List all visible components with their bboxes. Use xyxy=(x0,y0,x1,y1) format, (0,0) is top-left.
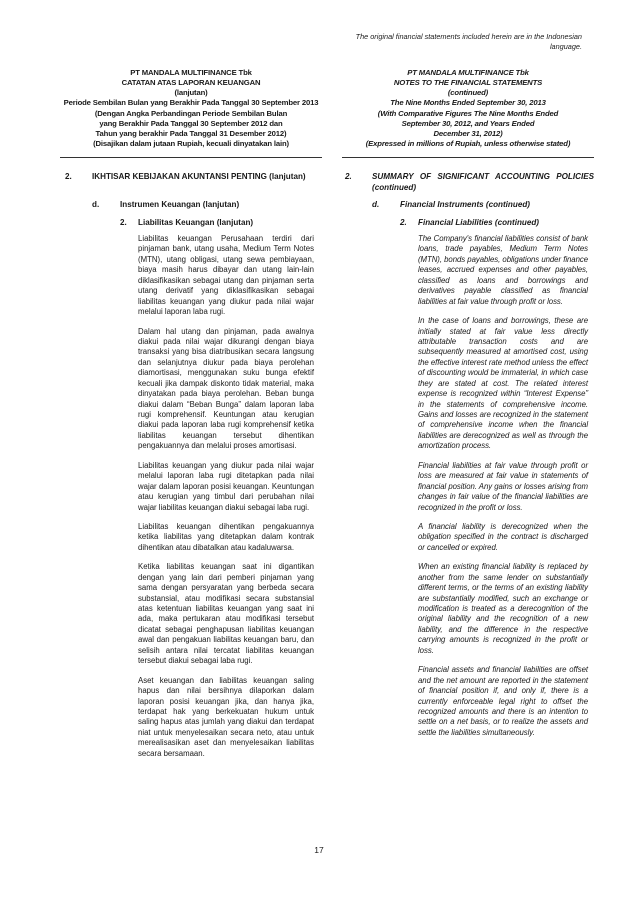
paragraph: Aset keuangan dan liabilitas keuangan saling hapus dan nilai bersihnya dilaporkan dalam laporan posisi keuangan jika, dan hanya jika, terdapat hak yang berkekuatan hukum untuk saling hapus atas jumlah yang diakui dan terdapat niat untuk menyelesaikan secara neto, atau untuk merealisasikan aset dan menyelesaikan liabilitas secara bersamaan. xyxy=(138,675,314,758)
paragraph: Financial liabilities at fair value through profit or loss are measured at fair value in statements of financial position. Any gains or losses arising from changes in fair value of the financial liabilities are recognized in the profit or loss. xyxy=(418,460,588,512)
subsubsection-heading xyxy=(340,217,594,234)
header-right-line: PT MANDALA MULTIFINANCE Tbk xyxy=(407,68,529,77)
header-divider-left xyxy=(60,157,322,158)
paragraphs xyxy=(138,234,314,759)
paragraph: The Company's financial liabilities consist of bank loans, trade payables, Medium Term Notes (MTN), bonds payables, obligations under finance leases, accrued expenses and other payables, classified as loans and borrowings and derivatives payable classified as financial liabilities at fair value through profit or loss. xyxy=(418,234,588,306)
subsection-title: Financial Instruments (continued) xyxy=(400,200,530,209)
subsection-heading xyxy=(340,199,594,216)
paragraph: In the case of loans and borrowings, these are initially stated at fair value less directly attributable transaction costs and are subsequently measured at amortised cost, using the effective interest rate method unless the effect of discounting would be immaterial, in which case they are stated at cost. The related interest expense is recognized within “Interest Expense” in the statements of comprehensive income. Gains and losses are recognized in the statement of comprehensive income when the financial liabilities are derecognized as well as through the amortization process. xyxy=(418,316,588,451)
header-right-line: The Nine Months Ended September 30, 2013 xyxy=(390,98,546,108)
subsubsection-title: Financial Liabilities (continued) xyxy=(418,218,539,227)
subsection-heading xyxy=(60,199,320,216)
header-right-line: December 31, 2012) xyxy=(433,128,503,138)
section-title: IKHTISAR KEBIJAKAN AKUNTANSI PENTING (lanjutan) xyxy=(92,172,306,181)
subsubsection-title: Liabilitas Keuangan (lanjutan) xyxy=(138,218,254,227)
paragraph: Dalam hal utang dan pinjaman, pada awalnya diakui pada nilai wajar dikurangi dengan biaya transaksi yang bisa diatribusikan secara langsung dan selanjutnya diukur pada biaya perolehan diamortisasi, menggunakan suku bunga efektif kecuali jika dampak diskonto tidak material, maka dinyatakan pada biaya perolehan. Beban bunga diakui dalam “Beban Bunga” dalam laporan laba rugi komprehensif. Keuntungan atau kerugian diakui pada laporan laba rugi komprehensif ketika liabilitas keuangan tersebut dihentikan pengakuannya dan melalui proses amortisasi. xyxy=(138,326,314,451)
paragraphs xyxy=(418,234,588,738)
paragraph: Liabilitas keuangan yang diukur pada nilai wajar melalui laporan laba rugi ditetapkan pada nilai wajar dalam laporan posisi keuangan. Keuntungan atau kerugian yang timbul dari perubahan nilai wajar liabilitas keuangan diakui sebagai laba rugi. xyxy=(138,460,314,512)
section-number: 2. xyxy=(65,172,72,181)
header-left-line: (Disajikan dalam jutaan Rupiah, kecuali dinyatakan lain) xyxy=(93,139,289,149)
header-left-line: CATATAN ATAS LAPORAN KEUANGAN xyxy=(121,78,261,88)
paragraph: A financial liability is derecognized when the obligation specified in the contract is discharged or cancelled or expired. xyxy=(418,521,588,552)
paragraph: Ketika liabilitas keuangan saat ini digantikan dengan yang lain dari pemberi pinjaman yang sama dengan persyaratan yang berbeda secara substansial, atau modifikasi secara substansial atas ketentuan liabilitas keuangan yang saat ini ada, maka pertukaran atau modifikasi tersebut dicatat sebagai penghapusan liabilitas keuangan awal dan pengakuan liabilitas keuangan baru, dan selisih antara nilai tercatat liabilitas keuangan tersebut diakui sebagai laba rugi. xyxy=(138,562,314,666)
subsection-number: d. xyxy=(92,200,100,209)
header-left xyxy=(60,68,322,149)
section-heading xyxy=(340,171,594,195)
section-number: 2. xyxy=(345,172,352,181)
column-indonesian xyxy=(60,171,320,768)
subsubsection-number: 2. xyxy=(120,218,127,227)
page-number: 17 xyxy=(314,845,324,855)
translation-note: The original financial statements included herein are in the Indonesian language. xyxy=(355,32,582,51)
section-heading xyxy=(60,171,320,195)
header-left-line: PT MANDALA MULTIFINANCE Tbk xyxy=(130,68,252,77)
paragraph: When an existing financial liability is replaced by another from the same lender on substantially different terms, or the terms of an existing liability are substantially modified, such an exchange or modification is treated as a derecognition of the original liability and the recognition of a new liability, and the difference in the respective carrying amounts is recognized in the profit or loss. xyxy=(418,562,588,655)
section-title: SUMMARY OF SIGNIFICANT ACCOUNTING POLICIES (continued) xyxy=(372,172,594,192)
subsubsection-number: 2. xyxy=(400,218,407,227)
column-english xyxy=(340,171,594,747)
header-right-line: NOTES TO THE FINANCIAL STATEMENTS xyxy=(393,78,543,88)
paragraph: Liabilitas keuangan Perusahaan terdiri dari pinjaman bank, utang usaha, Medium Term Notes (MTN), utang obligasi, utang sewa pembiayaan, biaya masih harus dibayar dan utang lain-lain diklasifikasikan sebagai utang dan pinjaman serta utang derivatif yang diklasifikasikan sebagai liabilitas keuangan yang diukur pada nilai wajar melalui laporan laba rugi. xyxy=(138,234,314,317)
subsection-title: Instrumen Keuangan (lanjutan) xyxy=(120,200,240,209)
header-left-line: (Dengan Angka Perbandingan Periode Sembilan Bulan xyxy=(94,108,288,118)
header-left-line: Periode Sembilan Bulan yang Berakhir Pada Tanggal 30 September 2013 xyxy=(63,98,319,108)
header-left-line: yang Berakhir Pada Tanggal 30 September 2012 dan xyxy=(99,118,283,128)
header-left-line: (lanjutan) xyxy=(174,88,208,98)
header-right-line: (Expressed in millions of Rupiah, unless otherwise stated) xyxy=(365,139,571,149)
subsection-number: d. xyxy=(372,200,380,209)
paragraph: Liabilitas keuangan dihentikan pengakuannya ketika liabilitas yang ditetapkan dalam kontrak dihentikan atau dibatalkan atau kadaluwarsa. xyxy=(138,521,314,552)
subsubsection-heading xyxy=(60,217,320,234)
header-right-line: September 30, 2012, and Years Ended xyxy=(401,118,535,128)
paragraph: Financial assets and financial liabilities are offset and the net amount are reported in the statement of financial position if, and only if, there is a currently enforceable legal right to offset the recognized amounts and there is an intention to settle on a net basis, or to realize the assets and settle the liabilities simultaneously. xyxy=(418,665,588,737)
header-left-line: Tahun yang berakhir Pada Tanggal 31 Desember 2012) xyxy=(95,128,287,138)
header-right-line: (With Comparative Figures The Nine Months Ended xyxy=(377,108,559,118)
header-divider-right xyxy=(342,157,594,158)
header-right-line: (continued) xyxy=(447,88,489,98)
header-right xyxy=(342,68,594,149)
